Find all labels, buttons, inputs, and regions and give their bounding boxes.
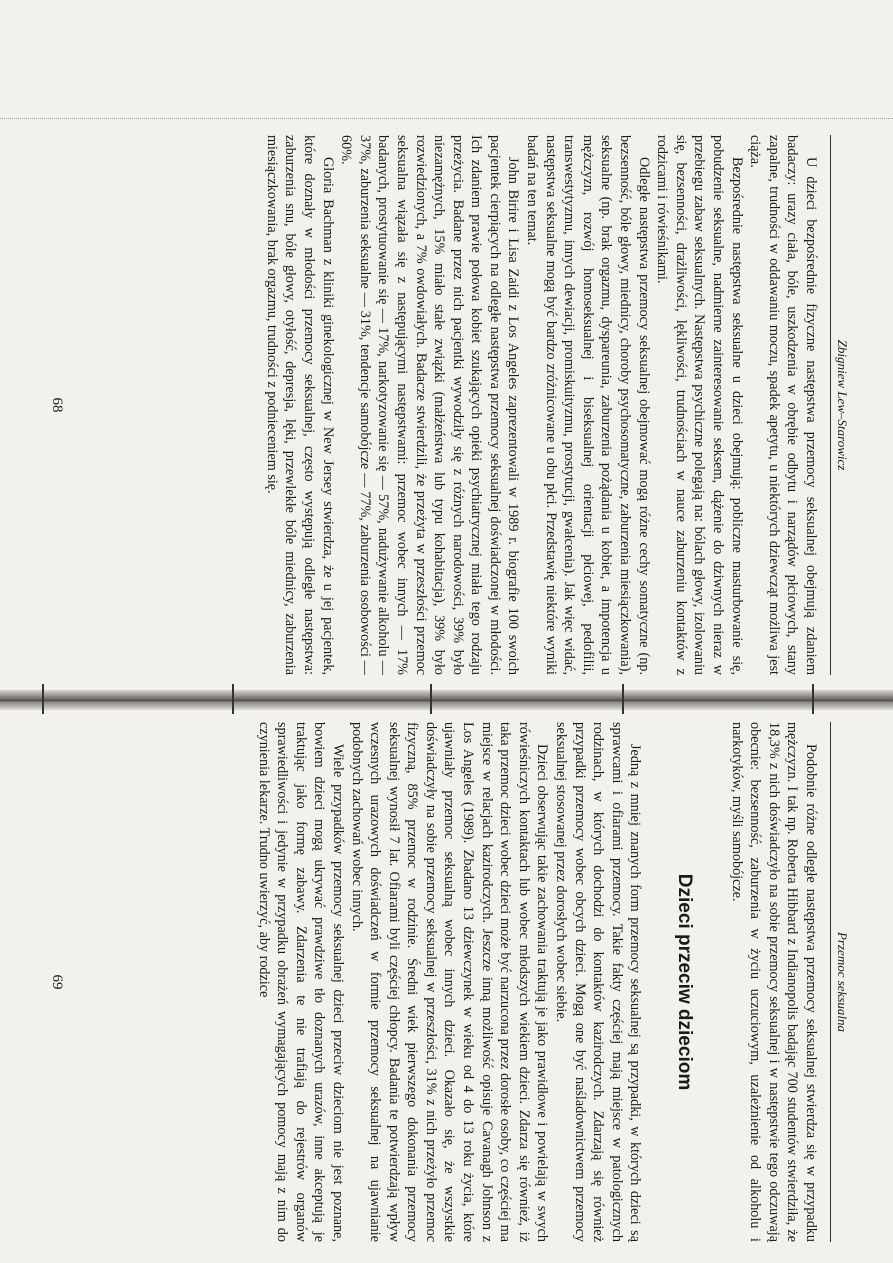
fold-mark (430, 684, 432, 714)
page-68 (40, 125, 850, 685)
fold-mark (622, 684, 624, 714)
fold-mark (42, 684, 44, 714)
section-title: Dzieci przeciw dzieciom (674, 873, 696, 1091)
paragraph: Gloria Bachman z kliniki ginekologicznej w New Jersey stwierdza, że u jej pacjentek, które doznały w młodości przemocy seksualnej, często występują odległe następstwa: zaburzenia snu, bóle głowy, otyłość, depresja, lęki, przewlekłe bóle miednicy, zaburzenia miesiączkowania, brak orgazmu, trudności z podnieceniem się. (263, 135, 336, 675)
paragraph: U dzieci bezpośrednie fizyczne następstwa przemocy seksualnej obejmują zdaniem badaczy: urazy ciała, bóle, uszkodzenia w obrębie odbytu i narządów płciowych, stany zapalne, trudności w oddawaniu moczu, spadek apetytu, u niektórych dziewcząt możliwa jest ciąża. (747, 135, 819, 675)
page-69 (40, 712, 850, 1252)
paragraph: Wiele przypadków przemocy seksualnej dzieci przeciw dzieciom nie jest poznane, bowiem dzieci mogą ukrywać prawdziwe tło doznanych urazów, inne akceptują je traktując jako formę zabawy. Zdarzenia te nie trafiają do rejestrów organów sprawiedliwości i jedynie w przypadku obrażeń wymagających pomocy mają z nim do czynienia lekarze. Trudno uwierzyć, aby rodzice (255, 722, 346, 1242)
paragraph: Odległe następstwa przemocy seksualnej obejmować mogą różne cechy somatyczne (np. bezsenność, bóle głowy, miednicy, choroby psychosomatyczne, zaburzenia miesiączkowania), seksualne (np. brak orgazmu, dyspareunia, zaburzenia pożądania u kobiet, a impotencja u mężczyzn, rozwój homoseksualnej i biseksualnej orientacji płciowej, pedofilii, transwestytyzmu, innych dewiacji, promiskuityzmu, prostytucji, gwałcenia). Jak więc widać, następstwa seksualne mogą być bardzo zróżnicowane u obu płci. Przedstawię niektóre wyniki badań na ten temat. (524, 135, 652, 675)
book-fold (0, 690, 893, 710)
paragraph: Bezpośrednie następstwa seksualne u dzieci obejmują: pobliczne masturbowanie się, pobudzenie seksualne, nadmierne zainteresowanie seksem, dążenie do dziwnych nieraz w przebiegu zabaw seksualnych. Następstwa psychiczne polegają na: bólach głowy, izolowaniu się, bezsenności, drażliwości, lękliwości, trudnościach w nauce zaburzeniu kontaktów z rodzicami i rówieśnikami. (654, 135, 745, 675)
paragraph: Jedną z mniej znanych form przemocy seksualnej są przypadki, w których dzieci są sprawcami i ofiarami przemocy. Takie fakty częściej mają miejsce w patologicznych rodzinach, w których dochodzi do kontaktów kazirodczych. Zdarzają się również przypadki przemocy wobec obcych dzieci. Mogą one być naśladownictwem przemocy seksualnej stosowanej przez dorosłych wobec siebie. (553, 722, 644, 1242)
page-body (262, 135, 820, 675)
paragraph: Podobnie różne odległe następstwa przemocy seksualnej stwierdza się w przypadku mężczyzn. I tak np. Roberta Hibbard z Indianopolis badając 700 studentów stwierdziła, że 18,3% z nich doświadczyło na sobie przemocy seksualnej i w następstwie tego odczuwają obecnie: bezsenność, zaburzenia w życiu uczuciowym, uzależnienie od alkoholu i narkotyków, myśli samobójcze. (728, 722, 819, 1242)
fold-mark (812, 684, 814, 714)
page-number: 69 (49, 974, 65, 990)
paragraph: Dzieci obserwując takie zachowania traktują je jako prawidłowe i powielają w swych rówieśniczych kontaktach lub wobec młodszych wiekiem dzieci. Zdarza się również, iż taka przemoc dzieci wobec dzieci może być narzucona przez dorosłe osoby, co częściej ma miejsce w relacjach kazirodczych. Jeszcze inną możliwość opisuje Cavanagh Johnson z Los Angeles (1989). Zbadano 13 dziewczynek w wieku od 4 do 13 roku życia, które ujawniały przemoc seksualną wobec innych dzieci. Okazało się, że wszystkie doświadczyły na sobie przemocy seksualnej w przeszłości, 31% z nich przeżyło przemoc fizyczną, 85% przemoc w rodzinie. Średni wiek pierwszego dokonania przemocy seksualnej wynosił 7 lat. Ofiarami byli częściej chłopcy. Badania te potwierdzają wpływ wczesnych urazowych doświadczeń w formie przemocy seksualnej na ujawnianie podobnych zachowań wobec innych. (348, 722, 551, 1242)
scan-edge (0, 118, 893, 120)
fold-mark (232, 684, 234, 714)
running-header: Zbigniew Lew–Starowicz (830, 135, 850, 675)
running-header: Przemoc seksualna (830, 722, 850, 1242)
page-body (254, 722, 820, 1242)
paragraph: John Birire i Lisa Zaidi z Los Angeles zaprezentowali w 1989 r. biografie 100 swoich pacjentek cierpiących na odległe następstwa przemocy seksualnej doświadczonej w młodości. Ich zdaniem prawie połowa kobiet szukających opieki psychiatrycznej miała tego rodzaju przeżycia. Badane przez nich pacjentki wywodziły się z różnych narodowości, 39% było niezamężnych, 15% miało stałe związki (małżeństwa lub typu kohabitacja), 39% było rozwiedzionych, a 7% owdowiałych. Badacze stwierdzili, że przeżyta w przeszłości przemoc seksualna wiązała się z następującymi następstwami: przemoc wobec innych — 17% badanych, prostytuowanie się — 17%, narkotyzowanie się — 57%, nadużywanie alkoholu — 37%, zaburzenia seksualne — 31%, tendencje samobójcze — 77%, zaburzenia osobowości — 60%. (338, 135, 522, 675)
page-number: 68 (49, 397, 65, 413)
